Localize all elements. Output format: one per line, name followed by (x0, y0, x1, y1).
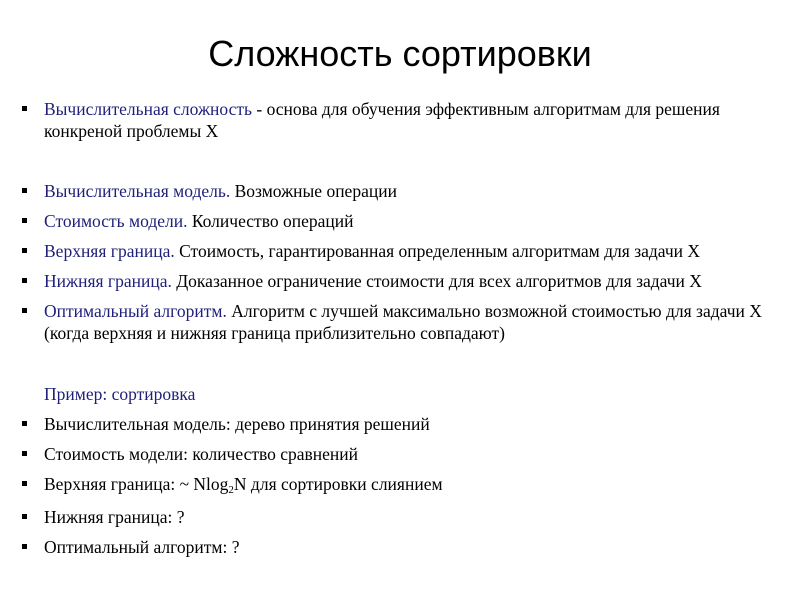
term: Стоимость модели. (44, 211, 188, 231)
term: Верхняя граница. (44, 241, 175, 261)
definition: Стоимость, гарантированная определенным алгоритмам для задачи Х (174, 241, 701, 261)
upper-prefix: Верхняя граница: ~ Nlog (44, 474, 229, 494)
definition: Доказанное ограничение стоимости для всех алгоритмов для задачи Х (171, 271, 702, 291)
list-item: Стоимость модели: количество сравнений (44, 443, 784, 465)
list-item (44, 210, 784, 232)
list-item (44, 98, 784, 142)
term: Вычислительная сложность (44, 99, 253, 119)
log-subscript: 2 (228, 484, 234, 496)
list-item: Вычислительная модель: дерево принятия решений (44, 413, 784, 435)
term: Вычислительная модель. (44, 181, 231, 201)
list-item (44, 180, 784, 202)
example-heading: Пример: сортировка (44, 384, 196, 404)
term: Нижняя граница. (44, 271, 172, 291)
list-item (44, 473, 784, 501)
term: Оптимальный алгоритм. (44, 301, 227, 321)
definition: Алгоритм с лучшей максимально возможной стоимостью для задачи Х (когда верхняя и нижняя граница приблизительно совпадают) (44, 301, 762, 343)
slide-title: Сложность сортировки (208, 33, 592, 74)
upper-suffix: N для сортировки слиянием (233, 474, 443, 494)
list-item: Оптимальный алгоритм: ? (44, 536, 784, 558)
list-item (44, 300, 784, 344)
list-item (44, 240, 784, 262)
definition: Количество операций (187, 211, 354, 231)
list-item (44, 270, 784, 292)
definition: - основа для обучения эффективным алгоритмам для решения конкреной проблемы Х (44, 99, 720, 141)
definition: Возможные операции (230, 181, 397, 201)
list-item: Нижняя граница: ? (44, 506, 784, 528)
